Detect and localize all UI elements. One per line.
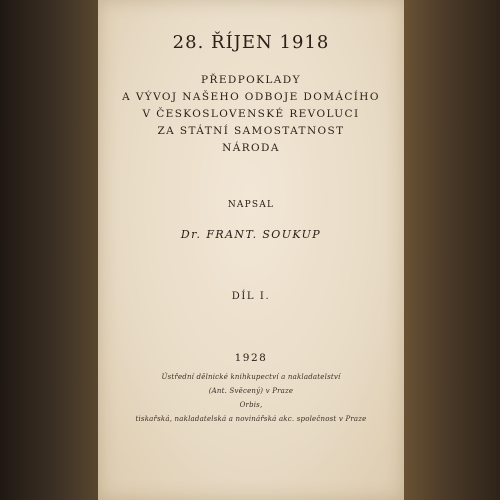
imprint-line-3: Orbis,: [239, 401, 263, 409]
author-name: FRANT. SOUKUP: [206, 228, 322, 241]
right-background: [402, 0, 500, 500]
author-line: [98, 228, 404, 241]
subtitle-line-1: PŘEDPOKLADY: [201, 74, 301, 86]
imprint-line-1: Ústřední dělnické knihkupectví a nakladatelství: [161, 373, 341, 381]
wrote-label: NAPSAL: [227, 200, 275, 210]
subtitle-line-2: A VÝVOJ NAŠEHO ODBOJE DOMÁCÍHO: [122, 91, 380, 103]
subtitle-line-4: ZA STÁTNÍ SAMOSTATNOST: [157, 125, 345, 137]
subtitle-line-3: V ČESKOSLOVENSKÉ REVOLUCI: [142, 108, 360, 120]
book-title: 28. ŘÍJEN 1918: [172, 32, 330, 53]
imprint-line-2: (Ant. Svěcený) v Praze: [208, 387, 294, 395]
title-page: [98, 0, 404, 500]
publication-year: 1928: [234, 352, 268, 364]
author-prefix: Dr.: [180, 228, 202, 241]
subtitle-line-5: NÁRODA: [222, 142, 280, 154]
imprint-line-4: tiskařská, nakladatelská a novinářská akc. společnost v Praze: [135, 415, 367, 423]
volume-label: DÍL I.: [231, 291, 271, 302]
left-background: [0, 0, 98, 500]
